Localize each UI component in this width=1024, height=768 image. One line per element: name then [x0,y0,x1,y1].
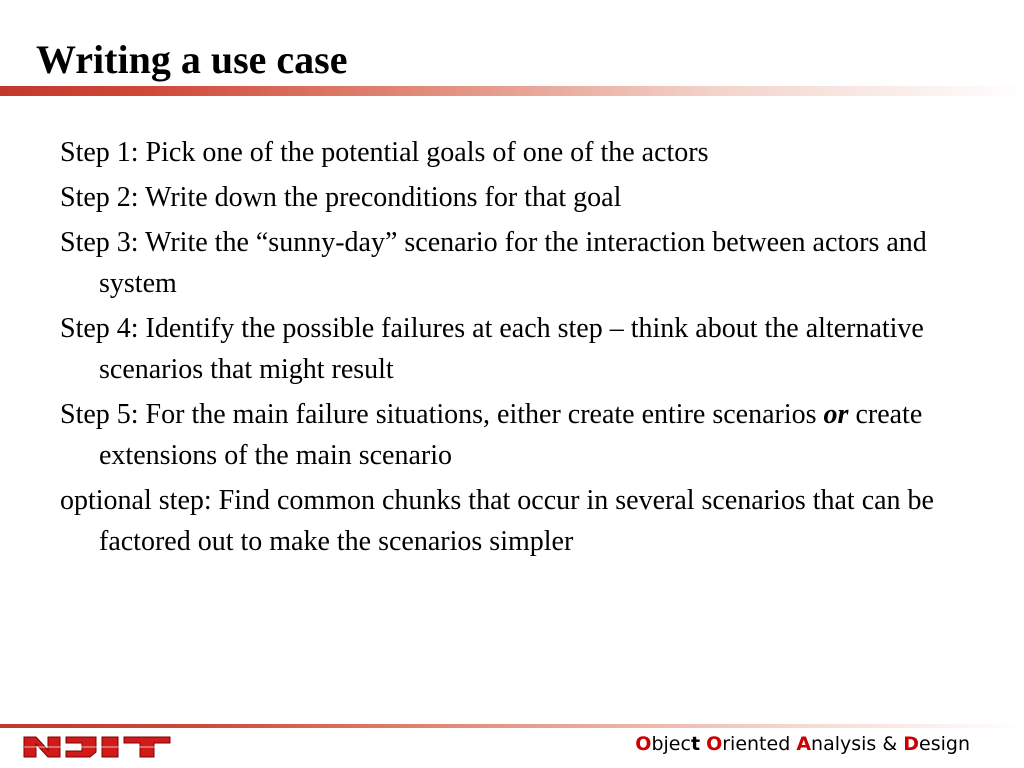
title-underline-bar [0,86,1024,96]
step-4: Step 4: Identify the possible failures at each step – think about the alternative scenarios that might result [60,313,924,385]
step-3: Step 3: Write the “sunny-day” scenario for the interaction between actors and system [60,227,927,299]
tagline-part-t: t [690,733,701,755]
step-list [60,132,960,562]
tagline-part: esign [919,733,970,755]
step-5-text-before: Step 5: For the main failure situations, either create entire scenarios [60,399,824,430]
tagline-initial-a: A [796,733,812,755]
tagline-initial-o: O [635,733,652,755]
footer-divider [0,724,1024,728]
tagline-initial-d: D [903,733,920,755]
njit-logo-icon [22,734,172,760]
step-2: Step 2: Write down the preconditions for that goal [60,182,622,213]
step-5 [60,394,960,476]
step-optional: optional step: Find common chunks that occur in several scenarios that can be factored out to make the scenarios simpler [60,485,934,557]
step-1: Step 1: Pick one of the potential goals of one of the actors [60,137,709,168]
slide-title: Writing a use case [36,37,348,82]
step-5-emphasis: or [823,399,849,430]
tagline-part: riented [722,733,791,755]
footer-course-title [635,732,970,756]
step-5-text-after: create extensions of the main scenario [99,399,923,471]
tagline-part: bjec [651,733,691,755]
tagline-ampersand: & [876,733,904,755]
tagline-part: nalysis [811,733,877,755]
tagline-initial-o2: O [706,733,723,755]
